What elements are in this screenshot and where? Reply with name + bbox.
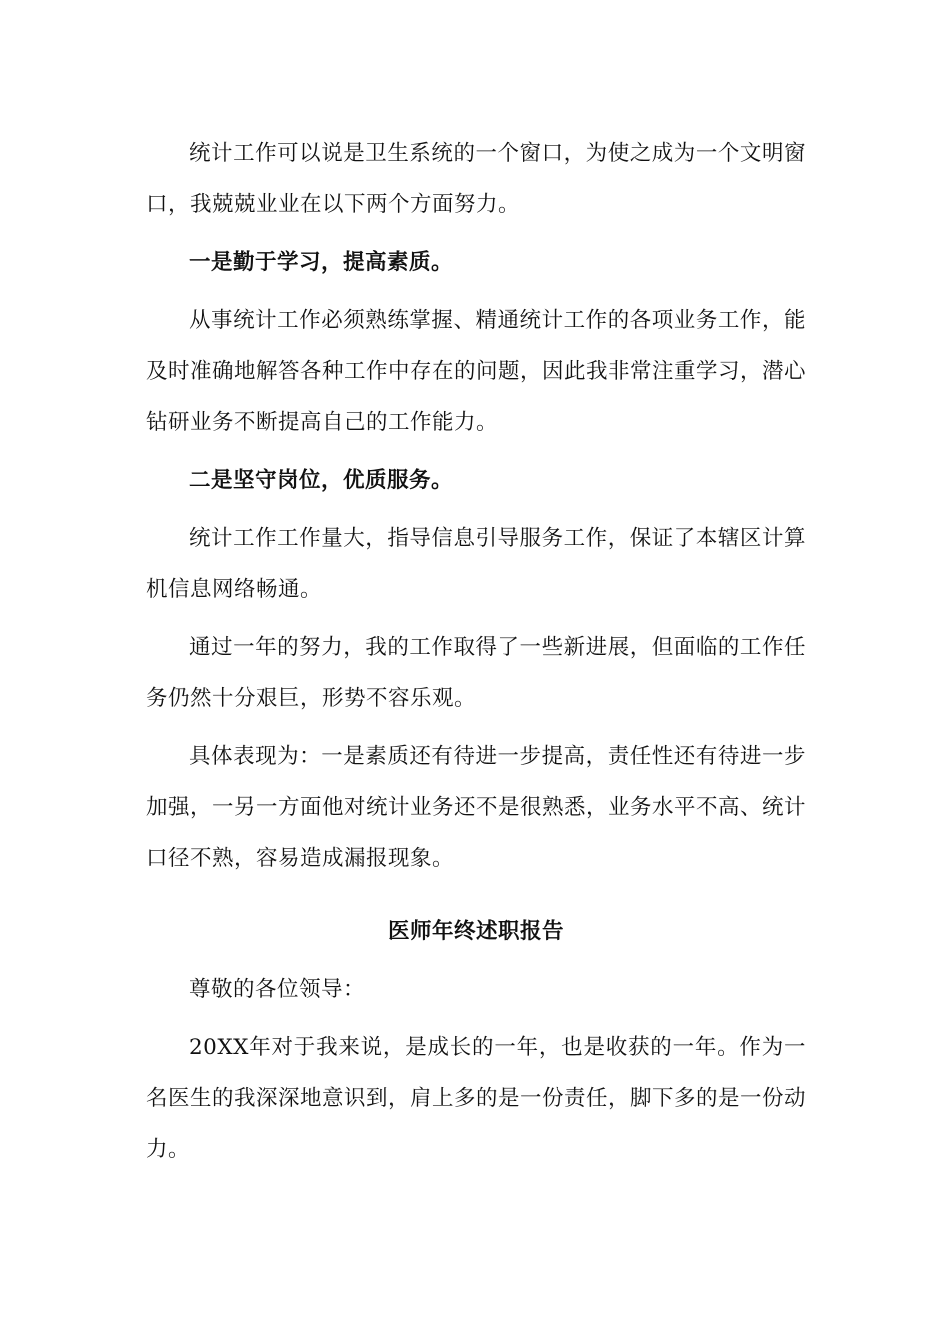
report-salutation: 尊敬的各位领导： (189, 977, 366, 1002)
paragraph-study: 从事统计工作必须熟练掌握、精通统计工作的各项业务工作，能及时准确地解答各种工作中存在的问题，因此我非常注重学习，潜心钻研业务不断提高自己的工作能力。 (146, 308, 807, 435)
paragraph-shortcomings: 具体表现为：一是素质还有待进一步提高，责任性还有待进一步加强，一另一方面他对统计业务还不是很熟悉，业务水平不高、统计口径不熟，容易造成漏报现象。 (146, 744, 807, 871)
report-title: 医师年终述职报告 (387, 919, 564, 944)
heading-study: 一是勤于学习，提高素质。 (189, 250, 454, 275)
document-body (146, 128, 806, 1182)
heading-service: 二是坚守岗位，优质服务。 (189, 468, 454, 493)
paragraph-intro: 统计工作可以说是卫生系统的一个窗口，为使之成为一个文明窗口，我兢兢业业在以下两个方面努力。 (146, 141, 806, 217)
paragraph-service: 统计工作工作量大，指导信息引导服务工作，保证了本辖区计算机信息网络畅通。 (146, 526, 806, 602)
paragraph-progress: 通过一年的努力，我的工作取得了一些新进展，但面临的工作任务仍然十分艰巨，形势不容乐观。 (146, 635, 806, 711)
report-paragraph-opening: 20XX年对于我来说，是成长的一年，也是收获的一年。作为一名医生的我深深地意识到，肩上多的是一份责任，脚下多的是一份动力。 (146, 1035, 807, 1162)
